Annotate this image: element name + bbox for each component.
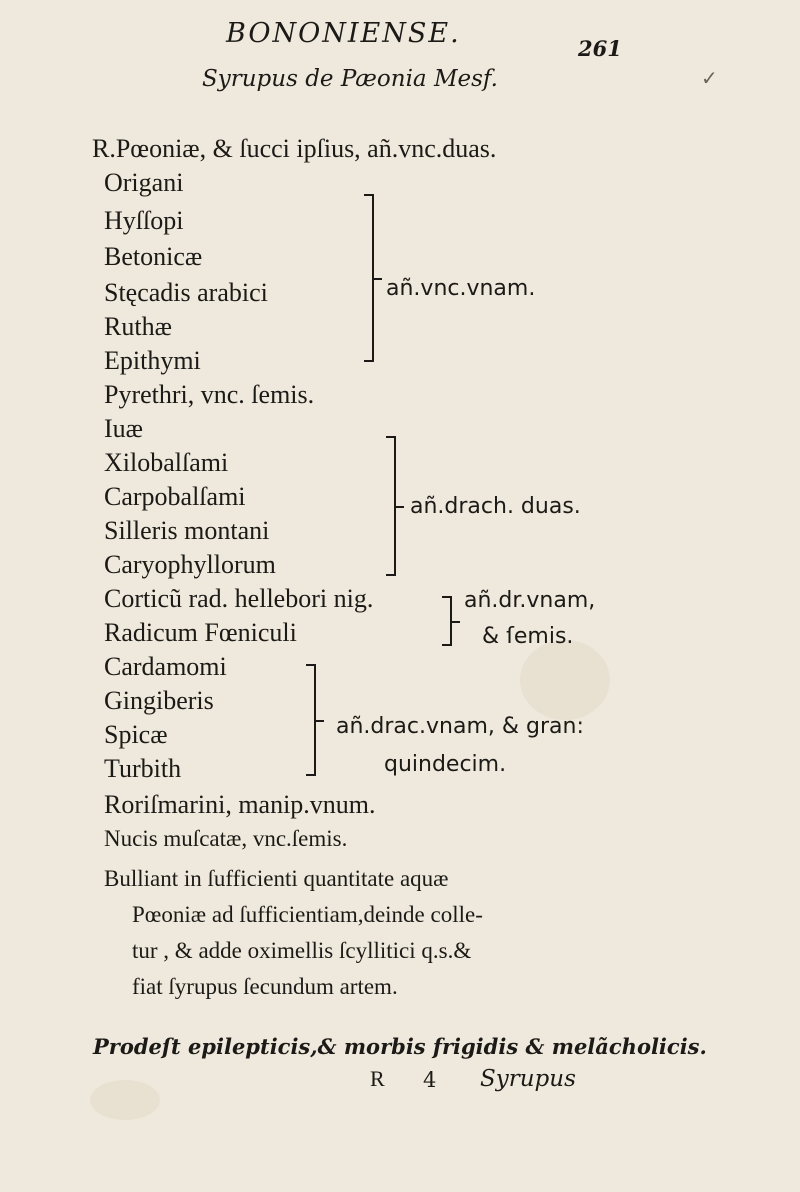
ingredient: Spicæ [104,720,168,749]
ingredient: Iuæ [104,414,143,443]
bracket [384,436,396,576]
ingredient: Ruthæ [104,312,172,341]
dose-label: añ.drach. duas. [410,494,581,519]
ingredient: Cardamomi [104,652,227,681]
ingredient-line: Pyrethri, vnc. ſemis. [104,380,315,409]
ingredient: Xilobalſami [104,448,229,477]
dose-label: añ.vnc.vnam. [386,276,536,301]
paper-stain [520,640,610,720]
page-number: 261 [578,36,622,61]
catchword: Syrupus [480,1066,576,1092]
signature-mark: R [370,1066,385,1091]
ingredient-line: Nucis muſcatæ, vnc.ſemis. [104,826,348,851]
ingredient: Epithymi [104,346,201,375]
signature-number: 4 [423,1068,437,1092]
ingredient: Corticũ rad. hellebori nig. [104,584,374,613]
corner-mark: ✓ [701,66,718,90]
instruction-line: Pœoniæ ad ſufficientiam,deinde colle- [132,902,483,927]
running-header-title: BONONIENSE. [226,18,461,49]
dose-label: & ſemis. [482,624,574,649]
instruction-line: tur , & adde oximellis ſcyllitici q.s.& [132,938,472,963]
bracket [362,194,374,362]
ingredient-line: Roriſmarini, manip.vnum. [104,790,376,819]
instruction-line: Bulliant in ſufficienti quantitate aquæ [104,866,449,891]
bracket [304,664,316,776]
ingredient: Caryophyllorum [104,550,276,579]
ingredient: Silleris montani [104,516,270,545]
ingredient: Stęcadis arabici [104,278,268,307]
paper-stain [90,1080,160,1120]
ingredient: Hyſſopi [104,206,184,235]
ingredient: Gingiberis [104,686,214,715]
dose-label: añ.dr.vnam, [464,588,596,613]
bracket [442,596,452,646]
recipe-first-line: R.Pœoniæ, & ſucci ipſius, añ.vnc.duas. [92,134,497,163]
recipe-title: Syrupus de Pæonia Mesf. [202,66,498,92]
dose-label: quindecim. [384,752,507,777]
ingredient: Radicum Fœniculi [104,618,297,647]
ingredient: Origani [104,168,184,197]
ingredient: Turbith [104,754,182,783]
footer-note: Prodeſt epilepticis,& morbis frigidis & melãcholicis. [93,1034,707,1059]
dose-label: añ.drac.vnam, & gran: [336,714,584,739]
ingredient: Carpobalſami [104,482,246,511]
instruction-line: fiat ſyrupus ſecundum artem. [132,974,398,999]
ingredient: Betonicæ [104,242,203,271]
